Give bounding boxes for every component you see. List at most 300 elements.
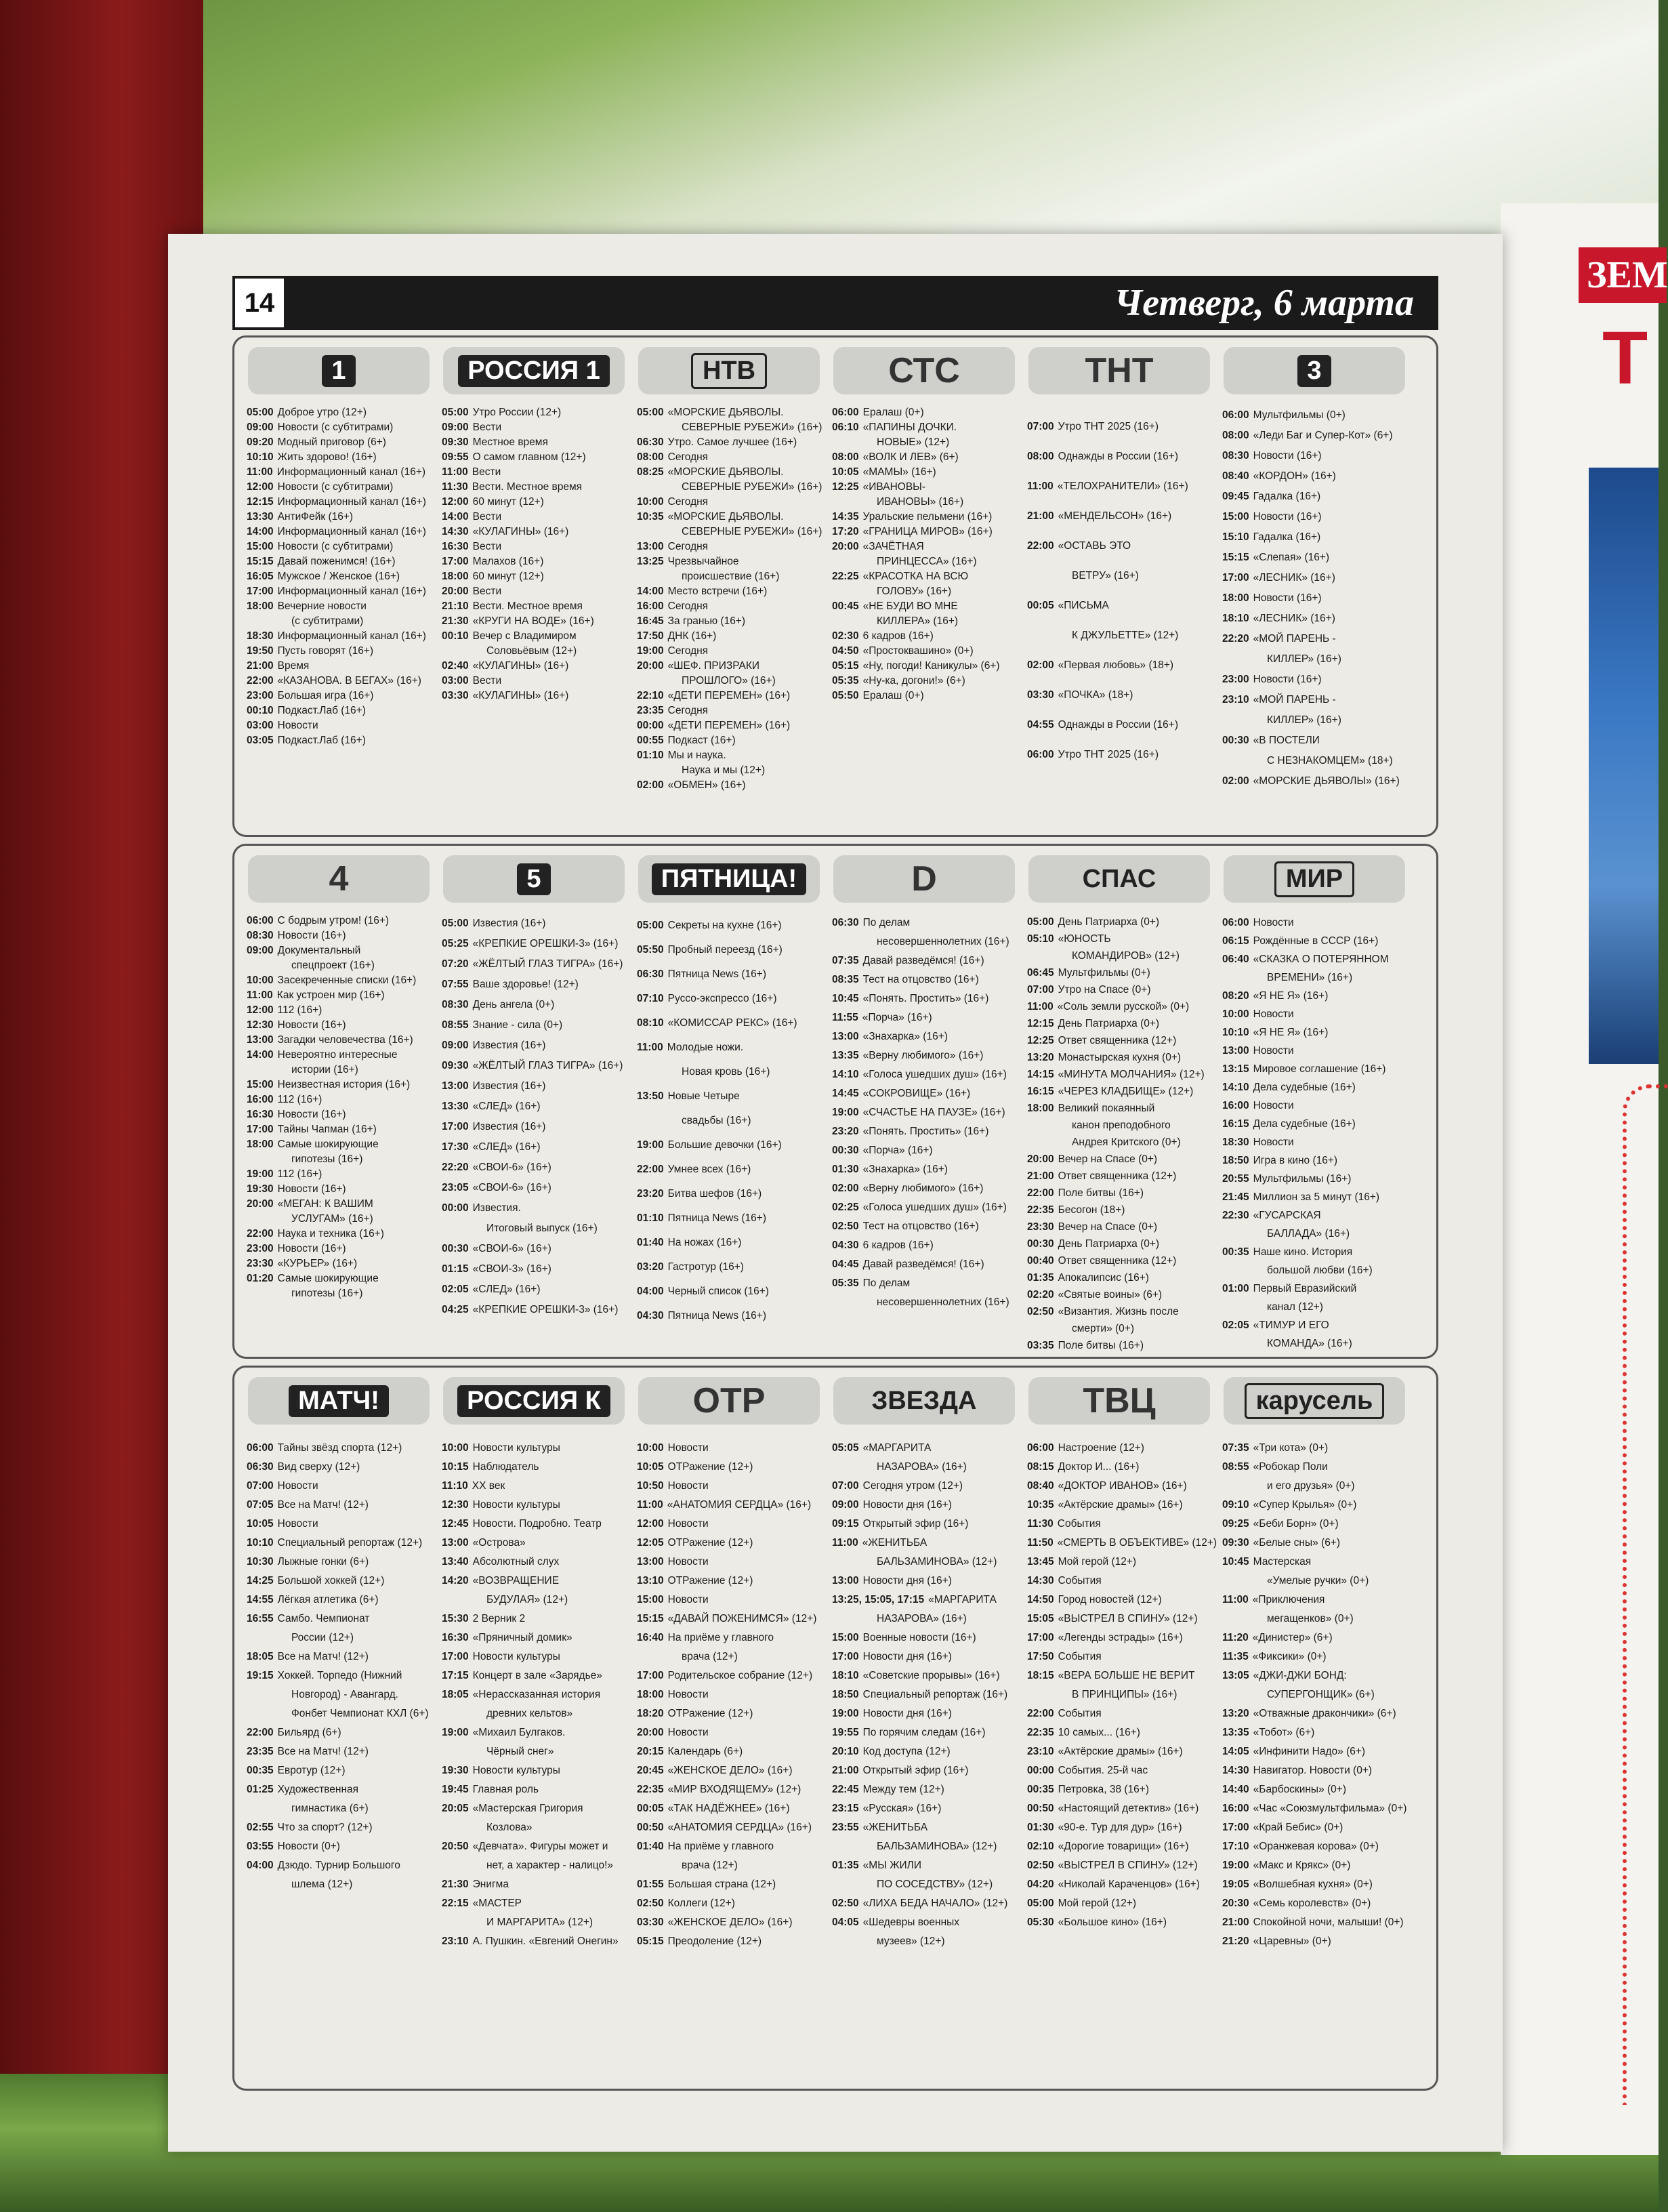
newspaper-page [168,234,1503,2152]
program-title: КИЛЛЕР» (16+) [1267,653,1341,665]
program-item [1027,591,1188,621]
program-item [637,1610,816,1629]
program-item [832,1217,1009,1236]
program-item [247,510,426,525]
program-item [1222,1534,1406,1553]
program-time: 00:55 [637,735,664,746]
program-time: 05:35 [832,1277,859,1289]
program-item [637,644,822,659]
program-item [832,1761,1007,1780]
program-item [1027,1252,1205,1269]
program-time: 21:00 [1222,1917,1249,1928]
program-title: Место встречи (16+) [667,586,768,597]
program-item [637,1439,816,1458]
program-title: «Белые сны» (6+) [1253,1537,1341,1549]
program-item [1222,1225,1389,1243]
program-title: Самые шокирующие [277,1273,379,1284]
program-time: 08:20 [1222,990,1249,1002]
program-item [442,674,594,689]
program-title: «Робокар Поли [1253,1461,1328,1473]
program-title: «Край Бебис» (0+) [1253,1822,1343,1833]
program-time: 07:55 [442,979,469,990]
program-time: 05:25 [442,938,469,949]
program-item [247,1875,429,1894]
program-time: 20:00 [1027,1153,1054,1165]
program-time: 19:55 [832,1727,859,1738]
program-title: ПРОШЛОГО» (16+) [682,675,776,687]
program-title: Хоккей. Торпедо (Нижний [277,1670,402,1681]
program-time: 16:15 [1222,1118,1249,1130]
program-item [1027,412,1188,442]
program-item [442,510,594,525]
program-title: «СВОИ-6» (16+) [472,1243,551,1254]
program-time: 16:00 [1222,1100,1249,1111]
program-time: 12:00 [247,481,274,493]
program-item [1027,1202,1205,1218]
program-item [1027,1100,1205,1117]
program-time: 11:30 [1027,1518,1054,1530]
program-item [1222,1279,1389,1298]
program-item [637,1036,797,1060]
program-item [832,614,1000,629]
program-time: 15:00 [247,541,274,552]
program-time: 12:00 [637,1518,664,1530]
program-time: 13:00 [247,1034,274,1046]
program-time: 00:30 [832,1145,859,1156]
program-item [1027,914,1205,930]
program-title: «Первая любовь» (18+) [1058,659,1174,671]
program-time: 13:25, 15:05, 17:15 [832,1594,925,1605]
program-time: 22:25 [832,571,859,582]
program-item [637,987,797,1011]
program-time: 13:25 [637,556,664,567]
program-title: «Мастерская Григория [472,1803,583,1814]
program-title: Новости культуры [472,1442,560,1454]
program-title: «Острова» [472,1537,526,1549]
program-item [637,584,822,599]
program-time: 07:35 [832,955,859,966]
program-title: Андрея Критского (0+) [1072,1136,1181,1148]
program-time: 09:45 [1222,491,1249,502]
program-item [637,1572,816,1591]
program-time: 03:05 [247,735,274,746]
program-title: На приёме у главного [667,1841,774,1852]
program-item [1027,651,1188,680]
program-item [832,989,1009,1008]
program-title: КИЛЛЕР» (16+) [1267,714,1341,726]
channel-logo-tv3: 3 [1224,347,1405,394]
program-item [637,435,822,450]
program-time: 08:00 [637,451,664,463]
program-item [442,1799,619,1818]
program-item [832,599,1000,614]
program-item [247,420,426,435]
program-title: «Легенды эстрады» (16+) [1058,1632,1183,1643]
program-title: «МЕНДЕЛЬСОН» (16+) [1058,510,1172,522]
program-title: Ералаш (0+) [862,690,924,701]
program-item [637,1206,797,1231]
program-title: Бесогон (18+) [1058,1204,1125,1216]
program-item [832,480,1000,495]
program-item [442,1818,619,1837]
program-time: 02:20 [1027,1289,1054,1300]
program-item [832,933,1009,951]
program-title: Вести [472,675,502,687]
program-title: Новости [667,1594,709,1605]
channel-logos-row [234,1368,1436,1429]
program-title: «Николай Караченцов» (16+) [1058,1879,1200,1890]
program-title: По горячим следам (16+) [862,1727,986,1738]
program-item [1027,1875,1217,1894]
program-time: 13:40 [442,1556,469,1568]
program-item [1222,1685,1406,1704]
program-title: «КУЛАГИНЫ» (16+) [472,690,569,701]
program-title: Наука и мы (12+) [682,764,766,776]
program-title: «Я НЕ Я» (16+) [1253,990,1329,1002]
program-time: 10:05 [247,1518,274,1530]
program-time: 01:15 [442,1263,469,1275]
program-item [832,629,1000,644]
program-item [637,450,822,465]
program-title: гипотезы (16+) [291,1288,363,1299]
program-title: «ЖЁЛТЫЙ ГЛАЗ ТИГРА» (16+) [472,1060,623,1071]
program-title: «ДОКТОР ИВАНОВ» (16+) [1058,1480,1187,1492]
program-time: 09:55 [442,451,469,463]
program-title: «СМЕРТЬ В ОБЪЕКТИВЕ» (12+) [1057,1537,1217,1549]
program-item [1027,1894,1217,1913]
program-item [832,1894,1007,1913]
program-title: Мультфильмы (0+) [1058,967,1150,979]
program-item [1027,1303,1205,1320]
program-item [247,644,426,659]
program-title: События [1058,1708,1102,1719]
program-item [1222,1932,1406,1951]
program-title: Ответ священника (12+) [1058,1255,1177,1267]
program-title: «Соль земли русской» (0+) [1057,1001,1190,1012]
program-time: 02:50 [1027,1306,1054,1317]
program-item [247,1137,416,1152]
program-item [247,629,426,644]
program-time: 14:55 [247,1594,274,1605]
program-item [637,689,822,703]
program-title: Неизвестная история (16+) [277,1079,411,1090]
program-time: 13:20 [1027,1052,1054,1063]
program-title: Самые шокирующие [277,1139,379,1150]
program-time: 22:35 [1027,1204,1054,1216]
program-item [1027,1534,1217,1553]
program-title: «Я НЕ Я» (16+) [1253,1027,1329,1038]
program-item [1027,1856,1217,1875]
program-item [637,703,822,718]
program-item [247,1742,429,1761]
program-item [1222,527,1400,548]
channel-schedule [637,914,797,1328]
program-title: Новости (16+) [277,1109,346,1120]
program-item [832,1704,1007,1723]
program-title: Фонбет Чемпионат КХЛ (6+) [291,1708,429,1719]
program-item [442,450,594,465]
program-item [637,1818,816,1837]
program-time: 18:00 [637,1689,664,1700]
program-time: 21:00 [1027,1170,1054,1182]
program-title: Давай поженимся! (16+) [277,556,396,567]
program-title: Ваше здоровье! (12+) [472,979,579,990]
program-title: Информационный канал (16+) [276,466,426,478]
program-item [1027,964,1205,981]
program-title: Знание - сила (0+) [472,1019,563,1031]
program-time: 18:00 [1027,1103,1054,1114]
program-time: 06:30 [832,917,859,928]
program-title: Самбо. Чемпионат [277,1613,370,1624]
program-time: 08:30 [442,999,469,1010]
program-title: «Девчата». Фигуры может и [472,1841,608,1852]
program-item [832,1477,1007,1496]
program-title: большой любви (16+) [1267,1265,1373,1276]
program-time: 14:00 [442,511,469,523]
program-title: Дела судебные (16+) [1253,1118,1356,1130]
program-time: 14:20 [442,1575,469,1586]
program-item [1222,1097,1389,1115]
program-time: 17:30 [442,1141,469,1153]
program-time: 18:05 [442,1689,469,1700]
program-title: И МАРГАРИТА» (12+) [486,1917,593,1928]
program-title: «Отважные дракончики» (6+) [1253,1708,1396,1719]
program-time: 13:00 [832,1031,859,1042]
program-time: 22:00 [1027,540,1054,552]
program-item [832,1122,1009,1141]
program-item [247,1167,416,1182]
program-item [247,569,426,584]
program-time: 01:40 [637,1237,664,1248]
program-item [1027,1515,1217,1534]
program-title: Новгород) - Авангард. [291,1689,398,1700]
program-title: Код доступа (12+) [862,1746,951,1757]
program-title: «КОМИССАР РЕКС» (16+) [667,1017,797,1029]
program-time: 06:30 [637,968,664,980]
program-time: 04:25 [442,1304,469,1315]
program-item [637,1591,816,1610]
program-item [637,465,822,480]
program-title: «МИНУТА МОЛЧАНИЯ» (12+) [1058,1069,1205,1080]
program-title: «Макс и Крякс» (0+) [1253,1860,1351,1871]
program-item [1027,1117,1205,1134]
program-time: 00:35 [1222,1246,1249,1258]
channel-logo-zvezda: ЗВЕЗДА [833,1377,1015,1425]
program-item [442,914,623,934]
program-item [442,525,594,539]
program-item [442,1723,619,1742]
program-item [247,973,416,988]
program-time: 20:00 [442,586,469,597]
program-title: Коллеги (12+) [667,1898,735,1909]
program-title: О самом главном (12+) [472,451,586,463]
program-item [442,614,594,629]
program-time: 00:00 [442,1202,469,1214]
program-title: Утро ТНТ 2025 (16+) [1058,421,1159,432]
program-title: Однажды в России (16+) [1058,451,1179,462]
program-time: 05:10 [1027,933,1054,945]
program-time: 14:05 [1222,1746,1249,1757]
program-item [442,480,594,495]
program-time: 14:00 [247,1049,274,1061]
program-time: 14:45 [832,1088,859,1099]
program-time: 11:00 [247,989,273,1001]
program-time: 11:00 [1027,1001,1054,1012]
program-time: 22:00 [247,1228,274,1240]
program-title: Тест на отцовство (16+) [862,974,979,985]
program-item [1027,1496,1217,1515]
program-item [637,1553,816,1572]
program-title: День ангела (0+) [472,999,555,1010]
program-title: гимнастика (6+) [291,1803,369,1814]
program-title: «Знахарка» (16+) [862,1031,948,1042]
program-title: Новости [1253,1045,1294,1057]
program-time: 01:25 [247,1784,274,1795]
program-title: ОТРажение (12+) [667,1537,753,1549]
program-item [247,495,426,510]
program-item [442,1856,619,1875]
program-item [247,599,426,614]
program-title: Черный список (16+) [667,1286,769,1297]
program-item [442,659,594,674]
program-time: 04:55 [1027,719,1054,731]
program-title: НОВЫЕ» (12+) [877,436,950,448]
program-time: 11:00 [1027,480,1054,492]
program-item [1222,710,1400,731]
program-item [1222,629,1400,649]
program-title: несовершеннолетних (16+) [877,1296,1009,1308]
program-time: 15:15 [1222,552,1249,563]
program-time: 12:15 [247,496,274,508]
program-title: «ВОЛК И ЛЕВ» (6+) [862,451,959,463]
program-time: 08:35 [832,974,859,985]
program-title: ВРЕМЕНИ» (16+) [1267,972,1353,983]
program-item [442,1158,623,1178]
program-title: Новости дня (16+) [862,1651,952,1662]
channel-schedule [1222,1439,1406,1951]
program-time: 09:20 [247,436,274,448]
program-item [247,1572,429,1591]
program-item [637,599,822,614]
program-time: 17:00 [1222,572,1249,583]
program-time: 02:50 [832,1898,859,1909]
program-title: Ералаш (0+) [862,407,924,418]
program-item [1222,1316,1389,1334]
program-item [637,1629,816,1647]
program-time: 17:50 [1027,1651,1054,1662]
program-item [832,1515,1007,1534]
program-title: «ГРАНИЦА МИРОВ» (16+) [862,526,993,537]
program-item [832,1610,1007,1629]
program-time: 03:35 [1027,1340,1054,1351]
program-item [247,1152,416,1167]
program-time: 10:35 [1027,1499,1054,1511]
program-time: 19:05 [1222,1879,1249,1890]
program-title: Доброе утро (12+) [277,407,367,418]
program-item [1222,405,1400,426]
program-item [247,1629,429,1647]
program-title: ИВАНОВЫ» (16+) [877,496,964,508]
program-title: «Советские прорывы» (16+) [862,1670,1000,1681]
program-time: 14:30 [1027,1575,1054,1586]
program-title: «Нерассказанная история [472,1689,601,1700]
program-title: Специальный репортаж (16+) [862,1689,1008,1700]
program-time: 10:05 [637,1461,664,1473]
program-item [442,1458,619,1477]
program-time: 13:00 [637,1556,664,1568]
program-item [637,1534,816,1553]
program-time: 04:05 [832,1917,859,1928]
program-time: 14:10 [1222,1082,1249,1093]
program-item [442,1761,619,1780]
program-item [1222,1206,1389,1225]
program-item [442,420,594,435]
channel-logo-domashny: D [833,855,1015,903]
program-title: Тайны Чапман (16+) [277,1124,377,1135]
channel-logo-spas: СПАС [1028,855,1210,903]
program-time: 07:20 [442,958,469,970]
program-item [247,1704,429,1723]
program-item [442,1610,619,1629]
program-item [1222,914,1389,932]
program-time: 00:50 [1027,1803,1054,1814]
program-time: 02:10 [1027,1841,1054,1852]
program-item [247,1610,429,1629]
program-title: Тест на отцовство (16+) [862,1221,979,1232]
program-title: «КУЛАГИНЫ» (16+) [472,526,569,537]
program-item [1027,1799,1217,1818]
program-item [1222,446,1400,466]
program-time: 18:10 [832,1670,859,1681]
program-time: 17:00 [247,1124,274,1135]
program-item [247,614,426,629]
program-title: «Ну-ка, догони!» (6+) [862,675,965,687]
program-item [247,1439,429,1458]
program-time: 10:00 [637,496,664,508]
program-title: ПО СОСЕДСТВУ» (12+) [877,1879,993,1890]
program-item [1222,466,1400,487]
program-item [1027,442,1188,472]
program-title: Сегодня [667,705,709,716]
program-title: НАЗАРОВА» (16+) [877,1613,967,1624]
program-title: «Беби Борн» (0+) [1253,1518,1339,1530]
program-item [442,1515,619,1534]
program-title: «ТАК НАДЁЖНЕЕ» (16+) [667,1803,790,1814]
program-time: 11:00 [442,466,468,478]
program-item [1222,670,1400,690]
program-title: «Слепая» (16+) [1253,552,1330,563]
program-item [247,659,426,674]
adjacent-page-letter: Т [1602,316,1648,400]
program-title: «Оранжевая корова» (0+) [1253,1841,1379,1852]
program-time: 16:30 [247,1109,274,1120]
program-title: Новости [1253,1100,1294,1111]
program-time: 11:00 [247,466,273,478]
program-time: 08:25 [637,466,664,478]
program-item [247,405,426,420]
program-item [442,1056,623,1076]
program-title: Игра в кино (16+) [1253,1155,1338,1166]
program-item [832,420,1000,435]
program-item [442,1239,623,1259]
program-title: «НЕ БУДИ ВО МНЕ [862,600,958,612]
program-title: Рождённые в СССР (16+) [1253,935,1379,947]
program-time: 14:00 [247,526,274,537]
program-item [1027,710,1188,740]
program-item [247,1063,416,1078]
program-item [1222,1837,1406,1856]
program-item [832,1274,1009,1293]
